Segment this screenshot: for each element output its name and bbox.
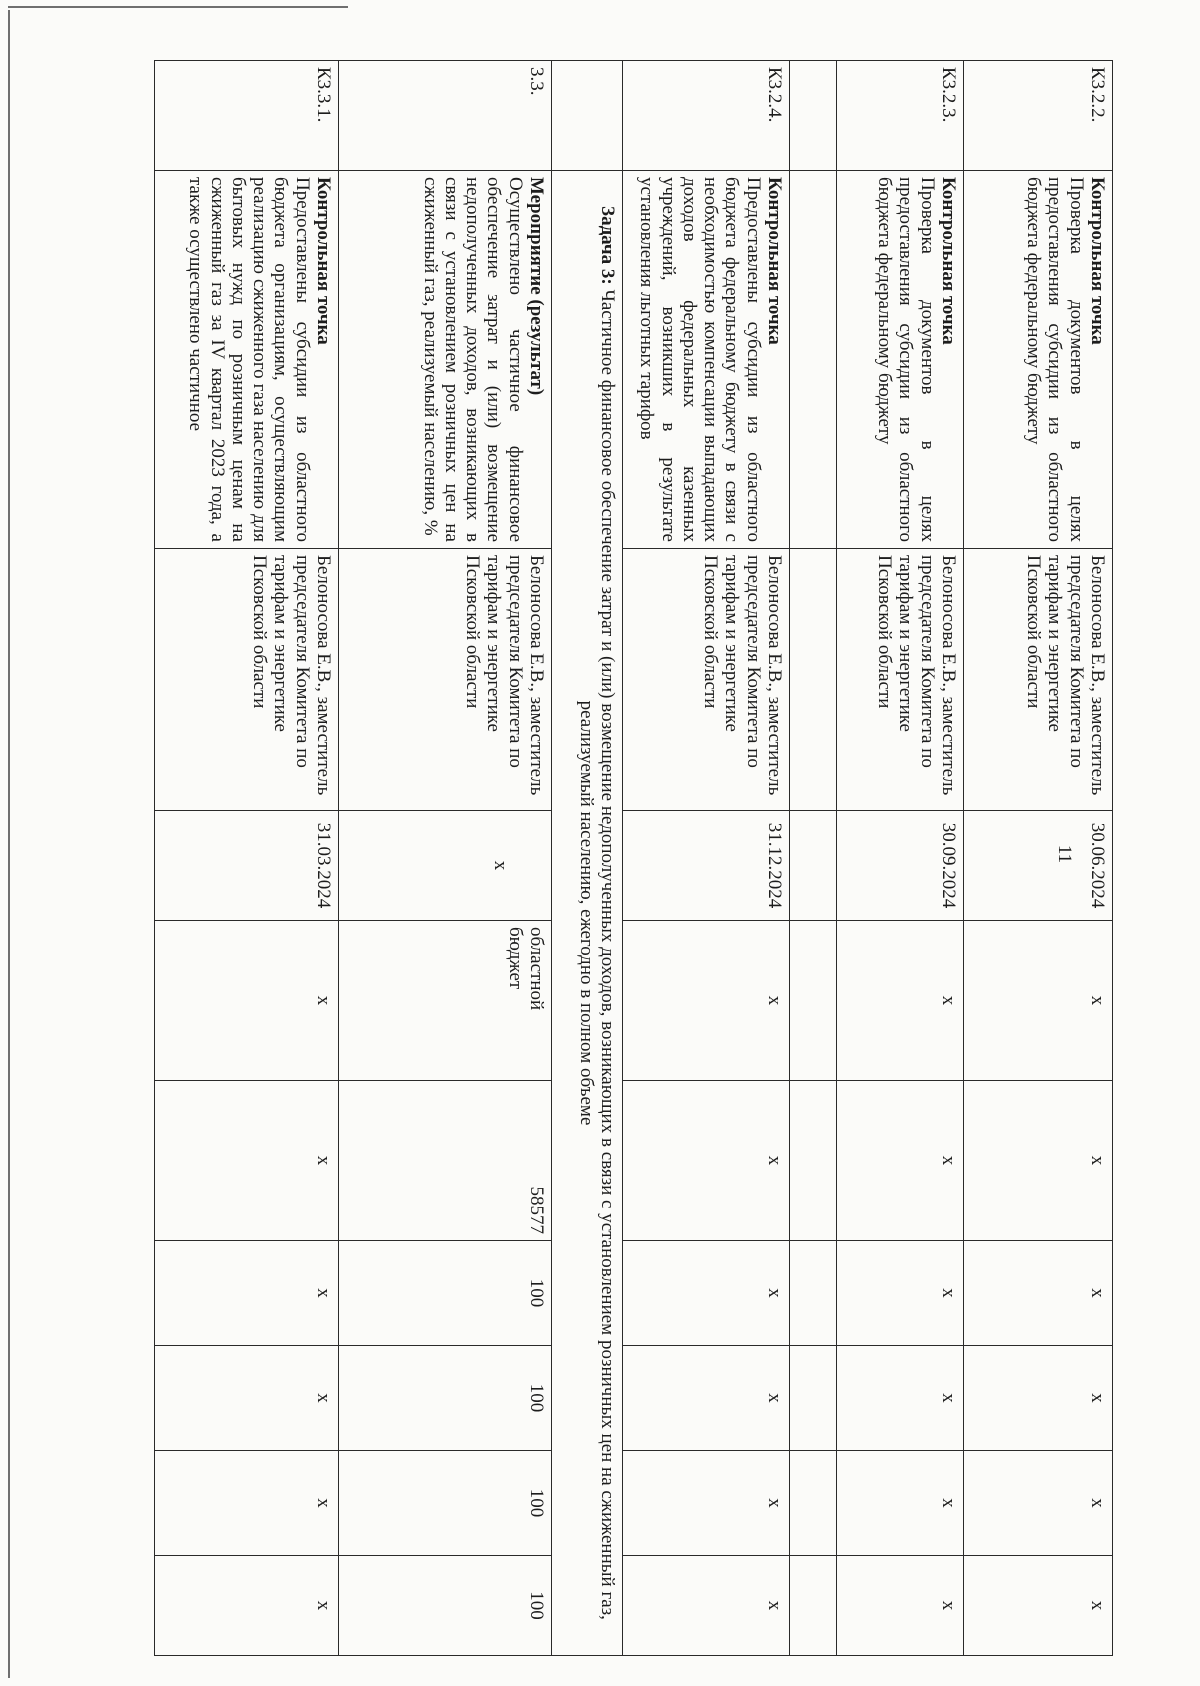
row-y2: х [837,1346,964,1451]
row-value: х [964,1081,1113,1241]
row-y1: 100 [339,1241,552,1346]
row-text: Проверка документов в целях предоставления субсидии из областного бюджета федеральному бюджету [1023,177,1087,542]
row-responsible: Белоносова Е.В., заместитель председателя Комитета по тарифам и энергетике Псковской области [837,549,964,811]
row-text: Осуществлено частичное финансовое обеспечение затрат и (или) возмещение недополученных доходов, возникающих в связи с установлением розничных цен на сжиженный газ, реализуемый населению, % [419,177,526,542]
row-y4: х [964,1556,1113,1656]
row-value: х [623,1081,790,1241]
row-number: К3.3.1. [155,61,339,171]
table-row [964,61,1113,1656]
row-text: Проверка документов в целях предоставления субсидии из областного бюджета федеральному бюджету [874,177,938,542]
row-responsible: Белоносова Е.В., заместитель председателя Комитета по тарифам и энергетике Псковской области [155,549,339,811]
row-heading: Контрольная точка [938,177,959,345]
row-heading: Контрольная точка [1087,177,1108,345]
row-heading: Мероприятие (результат) [526,177,547,396]
task-number-cell [552,61,623,171]
table-row [339,61,552,1656]
row-description [964,171,1113,549]
task-label: Задача 3: [597,206,618,285]
row-date: 30.09.2024 [837,811,964,921]
table-row-empty [790,61,837,1656]
row-y2: х [155,1346,339,1451]
row-date: 31.12.2024 [623,811,790,921]
row-date: х [339,811,552,921]
row-y2: 100 [339,1346,552,1451]
scan-edge-left [8,10,10,1678]
row-y3: 100 [339,1451,552,1556]
task-title [552,171,623,1656]
plan-table [154,60,1113,1656]
row-number: К3.2.3. [837,61,964,171]
row-source: х [623,921,790,1081]
row-responsible: Белоносова Е.В., заместитель председателя Комитета по тарифам и энергетике Псковской области [964,549,1113,811]
row-y1: х [623,1241,790,1346]
task-text: Частичное финансовое обеспечение затрат и (или) возмещение недополученных доходов, возникающих в связи с установлением розничных цен на сжиженный газ, реализуемый населению, ежегодно в полном объеме [575,289,618,1620]
table-row [623,61,790,1656]
row-text: Предоставлены субсидии из областного бюджета федеральному бюджету в связи с необходимостью компенсации выпадающих доходов федеральных казенных учреждений, возникших в результате установления льготных тарифов [636,177,764,542]
row-text: Предоставлены субсидии из областного бюджета организациям, осуществляющим реализацию сжиженного газа населению для бытовых нужд по розничным ценам на сжиженный газ за IV квартал 2023 года, а также осуществлено частичное [185,177,313,542]
row-y2: х [623,1346,790,1451]
row-y1: х [837,1241,964,1346]
row-y3: х [964,1451,1113,1556]
row-number: К3.2.4. [623,61,790,171]
row-date: 31.03.2024 [155,811,339,921]
row-date: 30.06.2024 [964,811,1113,921]
row-value: х [155,1081,339,1241]
row-value: х [837,1081,964,1241]
row-y3: х [155,1451,339,1556]
row-heading: Контрольная точка [764,177,785,345]
row-y1: х [964,1241,1113,1346]
row-source: х [155,921,339,1081]
row-description [339,171,552,549]
table-row [837,61,964,1656]
row-y2: х [964,1346,1113,1451]
row-description [837,171,964,549]
row-y3: х [623,1451,790,1556]
row-y3: х [837,1451,964,1556]
scan-edge-top [8,6,348,8]
task-row [552,61,623,1656]
row-responsible: Белоносова Е.В., заместитель председателя Комитета по тарифам и энергетике Псковской области [339,549,552,811]
row-y1: х [155,1241,339,1346]
row-description [155,171,339,549]
row-responsible: Белоносова Е.В., заместитель председателя Комитета по тарифам и энергетике Псковской области [623,549,790,811]
row-y4: х [837,1556,964,1656]
row-y4: 100 [339,1556,552,1656]
rotated-table-wrapper [113,60,1113,1650]
table-row [155,61,339,1656]
row-source: х [837,921,964,1081]
row-number: 3.3. [339,61,552,171]
row-heading: Контрольная точка [313,177,334,345]
row-value: 58577 [339,1081,552,1241]
row-y4: х [155,1556,339,1656]
row-source: областной бюджет [339,921,552,1081]
row-y4: х [623,1556,790,1656]
page-number: 11 [1054,844,1076,864]
row-description [623,171,790,549]
row-number: К3.2.2. [964,61,1113,171]
row-source: х [964,921,1113,1081]
